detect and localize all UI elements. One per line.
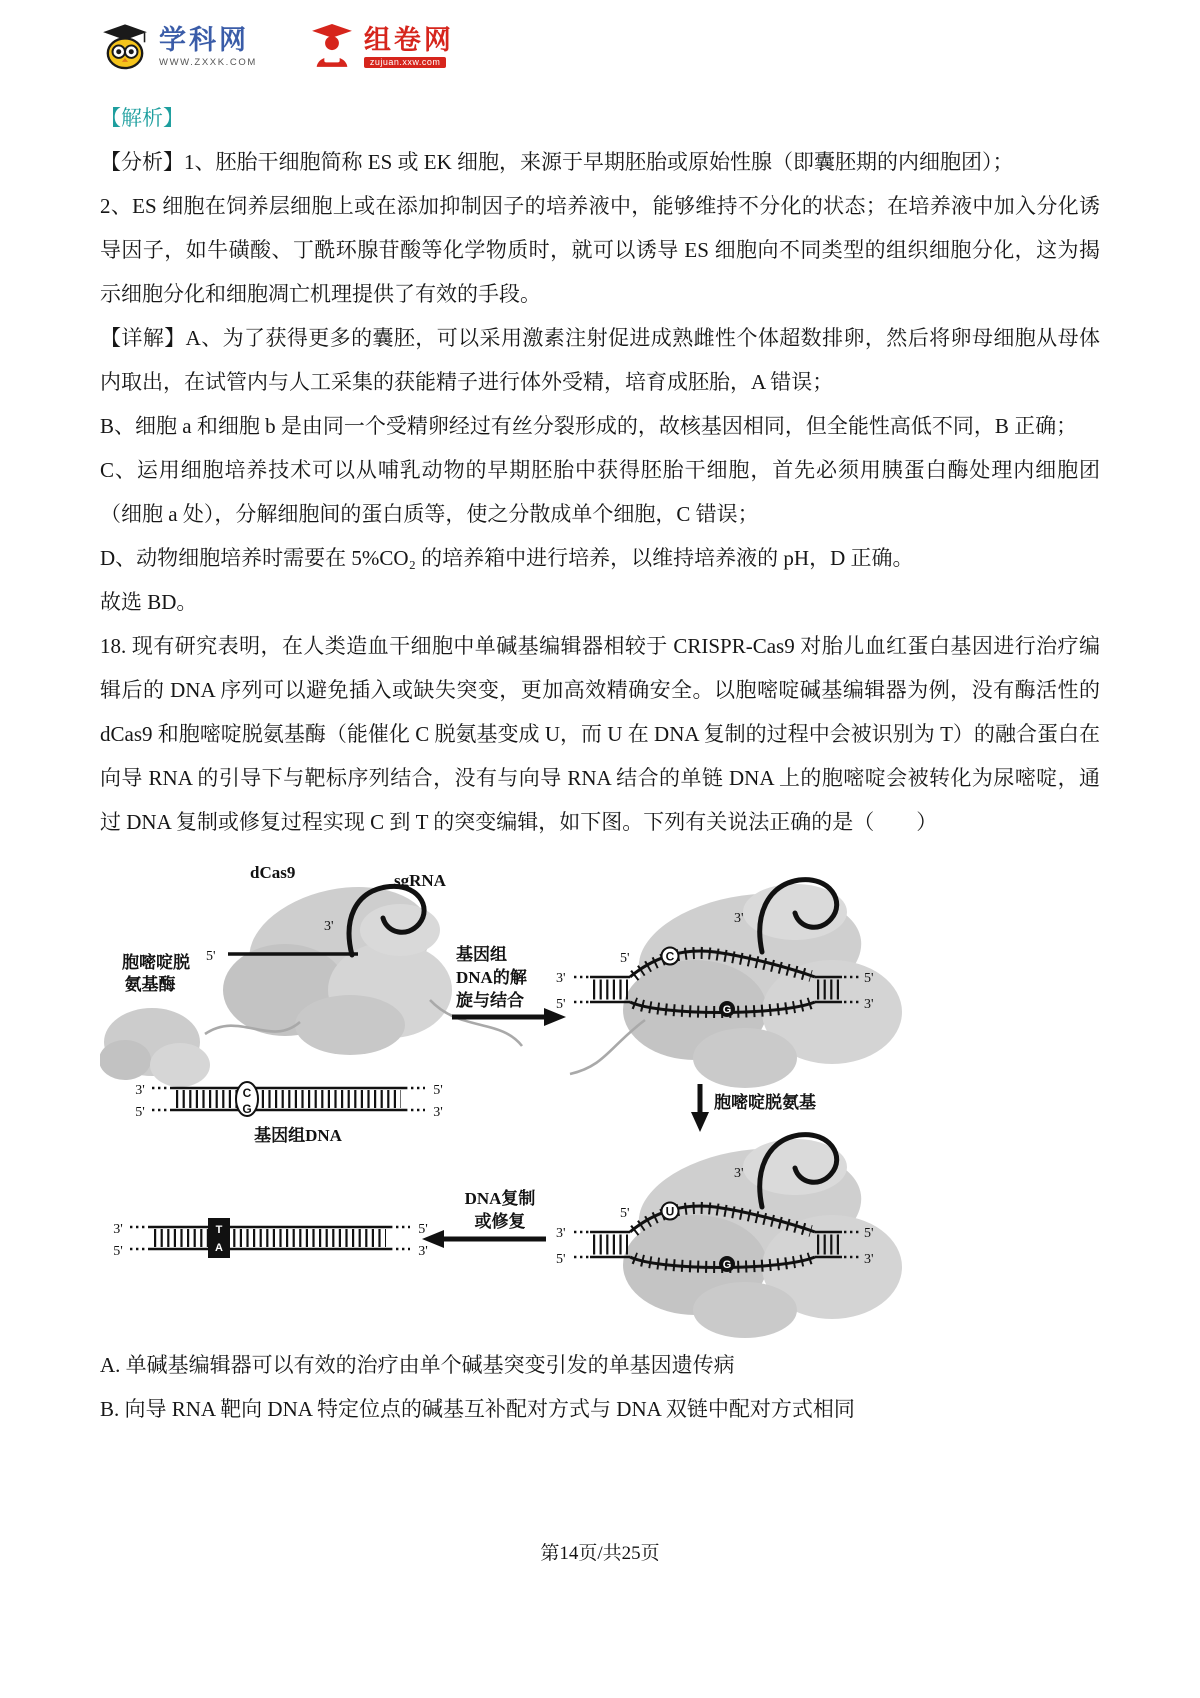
question-stem: 18. 现有研究表明，在人类造血干细胞中单碱基编辑器相较于 CRISPR-Cas9 对胎儿血红蛋白基因进行治疗编辑后的 DNA 序列可以避免插入或缺失突变，更加高效精确安全。以胞嘧啶碱基编辑器为例，没有酶活性的 dCas9 和胞嘧啶脱氨基酶（能催化 C 脱氨基变成 U，而 U 在 DNA 复制的过程中会被识别为 T）的融合蛋白在向导 RNA 的引导下与靶标序列结合，没有与向导 RNA 结合的单链 DNA 上的胞嘧啶会被转化为尿嘧啶，通过 DNA 复制或修复过程实现 C 到 T 的突变编辑，如下图。下列有关说法正确的是（ ） bbox=[100, 634, 1100, 834]
complex-bound-dna bbox=[556, 880, 902, 1088]
question-diagram-wrap bbox=[100, 860, 1100, 1343]
analysis-paragraph-4: B、细胞 a 和细胞 b 是由同一个受精卵经过有丝分裂形成的，故核基因相同，但全能性高低不同，B 正确； bbox=[100, 414, 1078, 438]
option-a: A. 单碱基编辑器可以有效的治疗由单个碱基突变引发的单基因遗传病 bbox=[100, 1353, 735, 1377]
base-t: T bbox=[215, 1224, 223, 1236]
complex-after-deamination bbox=[556, 1135, 902, 1338]
analysis-paragraph-5: C、运用细胞培养技术可以从哺乳动物的早期胚胎中获得胚胎干细胞，首先必须用胰蛋白酶处理内细胞团（细胞 a 处），分解细胞间的蛋白质等，使之分散成单个细胞，C 错误； bbox=[100, 458, 1100, 526]
arrow-replication-repair bbox=[422, 1188, 546, 1248]
deaminase-protein-blob bbox=[100, 1008, 210, 1087]
prime-label: 5' bbox=[135, 1105, 145, 1120]
label-genome-dna: 基因组DNA bbox=[254, 1126, 342, 1145]
analysis-answer: 故选 BD。 bbox=[100, 590, 198, 614]
page-number: 第14页/共25页 bbox=[540, 1543, 660, 1564]
prime-label: 5' bbox=[556, 997, 566, 1012]
question-diagram bbox=[100, 860, 1100, 1338]
prime-label: 3' bbox=[113, 1222, 123, 1237]
prime-label: 3' bbox=[864, 997, 874, 1012]
arrow-unwind-bind bbox=[452, 944, 566, 1026]
label-unwind-3: 旋与结合 bbox=[456, 991, 524, 1010]
zjw-name: 组卷网 bbox=[363, 24, 454, 55]
prime-label: 5' bbox=[206, 949, 216, 964]
zjw-url: zujuan.xxw.com bbox=[364, 57, 447, 68]
analysis-paragraph-1: 【分析】1、胚胎干细胞简称 ES 或 EK 细胞，来源于早期胚胎或原始性腺（即囊胚期的内细胞团）； bbox=[100, 150, 1014, 174]
prime-label: 3' bbox=[433, 1105, 443, 1120]
base-g: G bbox=[242, 1102, 252, 1116]
base-u: U bbox=[665, 1204, 675, 1219]
prime-label: 3' bbox=[418, 1244, 428, 1259]
prime-label: 5' bbox=[620, 1206, 630, 1221]
option-b: B. 向导 RNA 靶向 DNA 特定位点的碱基互补配对方式与 DNA 双链中配对方式相同 bbox=[100, 1397, 855, 1421]
analysis-section bbox=[100, 96, 1100, 844]
label-deaminase-1: 胞嘧啶脱 bbox=[122, 953, 190, 972]
xkw-url: WWW.ZXXK.COM bbox=[159, 56, 257, 68]
label-replication-1: DNA复制 bbox=[464, 1189, 536, 1208]
base-c: C bbox=[242, 1086, 252, 1100]
genomic-dna-duplex bbox=[135, 1082, 443, 1145]
prime-label: 5' bbox=[864, 971, 874, 986]
prime-label: 3' bbox=[324, 919, 334, 934]
label-unwind-2: DNA的解 bbox=[456, 968, 527, 987]
xkw-logo bbox=[100, 22, 257, 72]
analysis-paragraph-3: 【详解】A、为了获得更多的囊胚，可以采用激素注射促进成熟雌性个体超数排卵，然后将卵母细胞从母体内取出，在试管内与人工采集的获能精子进行体外受精，培育成胚胎，A 错误； bbox=[100, 326, 1100, 394]
base-a: A bbox=[215, 1242, 223, 1254]
prime-label: 3' bbox=[734, 1166, 744, 1181]
xkw-name: 学科网 bbox=[159, 25, 249, 56]
label-sgrna: sgRNA bbox=[394, 871, 446, 890]
xkw-owl-icon bbox=[100, 22, 150, 72]
page-header bbox=[100, 22, 1100, 86]
prime-label: 5' bbox=[864, 1226, 874, 1241]
analysis-paragraph-6: D、动物细胞培养时需要在 5%CO₂ 的培养箱中进行培养，以维持培养液的 pH，D 正确。 bbox=[100, 546, 914, 570]
prime-label: 3' bbox=[734, 911, 744, 926]
label-dcas9: dCas9 bbox=[250, 863, 296, 882]
options-section bbox=[100, 1343, 1100, 1431]
label-unwind-1: 基因组 bbox=[456, 945, 507, 964]
prime-label: 3' bbox=[556, 1226, 566, 1241]
zjw-figure-icon bbox=[309, 22, 355, 72]
prime-label: 5' bbox=[433, 1083, 443, 1098]
prime-label: 3' bbox=[556, 971, 566, 986]
arrow-deamination bbox=[691, 1084, 816, 1132]
prime-label: 5' bbox=[418, 1222, 428, 1237]
prime-label: 5' bbox=[113, 1244, 123, 1259]
label-deaminase-2: 氨基酶 bbox=[124, 975, 176, 994]
base-g: G bbox=[722, 1004, 732, 1016]
prime-label: 3' bbox=[135, 1083, 145, 1098]
section-label-jiexi: 【解析】 bbox=[100, 106, 184, 130]
label-replication-2: 或修复 bbox=[474, 1212, 526, 1231]
base-g: G bbox=[722, 1259, 732, 1271]
edited-dna-duplex bbox=[113, 1218, 428, 1259]
prime-label: 5' bbox=[620, 951, 630, 966]
analysis-paragraph-2: 2、ES 细胞在饲养层细胞上或在添加抑制因子的培养液中，能够维持不分化的状态；在培养液中加入分化诱导因子，如牛磺酸、丁酰环腺苷酸等化学物质时，就可以诱导 ES 细胞向不同类型的组织细胞分化，这为揭示细胞分化和细胞凋亡机理提供了有效的手段。 bbox=[100, 194, 1100, 306]
prime-label: 5' bbox=[556, 1252, 566, 1267]
zjw-logo-text bbox=[364, 26, 454, 69]
prime-label: 3' bbox=[864, 1252, 874, 1267]
xkw-logo-text bbox=[159, 26, 257, 67]
base-c: C bbox=[665, 949, 675, 964]
zjw-logo bbox=[309, 22, 454, 72]
label-deamination: 胞嘧啶脱氨基 bbox=[714, 1093, 816, 1112]
